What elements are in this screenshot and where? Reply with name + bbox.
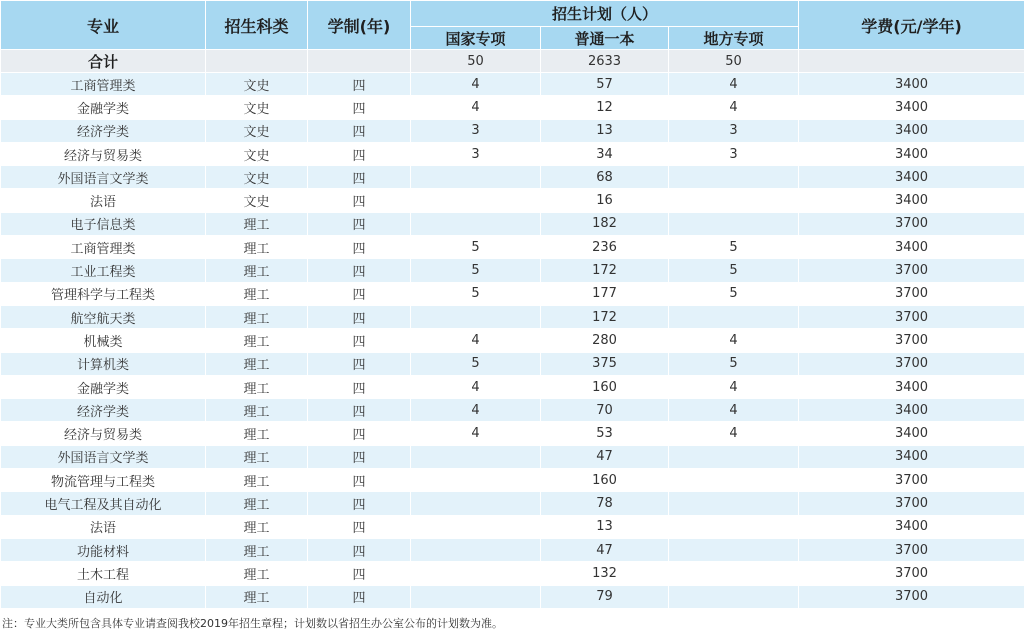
cell-tuition: 3700 — [799, 305, 1024, 328]
cell-general: 182 — [541, 212, 669, 235]
cell-local — [669, 189, 799, 212]
header-national: 国家专项 — [411, 27, 541, 50]
table-row — [1, 305, 1024, 328]
cell-tuition: 3700 — [799, 585, 1024, 608]
cell-national — [411, 445, 541, 468]
cell-major: 土木工程 — [1, 562, 206, 585]
cell-national: 4 — [411, 329, 541, 352]
cell-national — [411, 515, 541, 538]
cell-local — [669, 166, 799, 189]
cell-category: 理工 — [206, 282, 308, 305]
cell-local — [669, 305, 799, 328]
cell-category: 理工 — [206, 585, 308, 608]
cell-category: 文史 — [206, 189, 308, 212]
cell-local: 5 — [669, 259, 799, 282]
cell-tuition: 3700 — [799, 562, 1024, 585]
cell-general: 172 — [541, 259, 669, 282]
cell-local — [669, 212, 799, 235]
cell-national — [411, 538, 541, 561]
cell-local: 4 — [669, 399, 799, 422]
table-row — [1, 515, 1024, 538]
cell-major: 电子信息类 — [1, 212, 206, 235]
cell-tuition: 3700 — [799, 469, 1024, 492]
cell-duration: 四 — [308, 375, 411, 398]
cell-local: 3 — [669, 142, 799, 165]
cell-duration: 四 — [308, 73, 411, 96]
cell-general: 78 — [541, 492, 669, 515]
cell-local: 5 — [669, 352, 799, 375]
cell-general: 160 — [541, 469, 669, 492]
cell-category: 文史 — [206, 166, 308, 189]
cell-category: 理工 — [206, 375, 308, 398]
cell-national: 5 — [411, 236, 541, 259]
cell-tuition: 3400 — [799, 399, 1024, 422]
cell-national — [411, 585, 541, 608]
cell-tuition: 3400 — [799, 166, 1024, 189]
cell-general: 47 — [541, 538, 669, 561]
cell-category: 理工 — [206, 492, 308, 515]
total-row — [1, 50, 1024, 73]
cell-tuition: 3400 — [799, 515, 1024, 538]
cell-duration: 四 — [308, 329, 411, 352]
cell-local: 5 — [669, 236, 799, 259]
cell-category: 理工 — [206, 236, 308, 259]
cell-major: 经济与贸易类 — [1, 142, 206, 165]
cell-category: 理工 — [206, 538, 308, 561]
table-row — [1, 166, 1024, 189]
table-row — [1, 585, 1024, 608]
cell-duration: 四 — [308, 142, 411, 165]
cell-local — [669, 562, 799, 585]
cell-duration: 四 — [308, 469, 411, 492]
cell-local: 4 — [669, 375, 799, 398]
cell-general: 160 — [541, 375, 669, 398]
cell-general: 12 — [541, 96, 669, 119]
cell-duration: 四 — [308, 538, 411, 561]
cell-local: 4 — [669, 329, 799, 352]
cell-category: 文史 — [206, 96, 308, 119]
cell-major: 工业工程类 — [1, 259, 206, 282]
table-row — [1, 399, 1024, 422]
cell-category: 理工 — [206, 515, 308, 538]
cell-national — [411, 189, 541, 212]
cell-duration: 四 — [308, 119, 411, 142]
table-row — [1, 189, 1024, 212]
table-row — [1, 142, 1024, 165]
cell-major: 物流管理与工程类 — [1, 469, 206, 492]
cell-duration: 四 — [308, 212, 411, 235]
cell-major: 金融学类 — [1, 375, 206, 398]
table-row — [1, 352, 1024, 375]
cell-general: 34 — [541, 142, 669, 165]
cell-category: 理工 — [206, 469, 308, 492]
header-duration: 学制(年) — [308, 1, 411, 50]
cell-major: 工商管理类 — [1, 73, 206, 96]
cell-category: 理工 — [206, 329, 308, 352]
cell-general: 13 — [541, 515, 669, 538]
cell-category: 理工 — [206, 422, 308, 445]
table-row — [1, 96, 1024, 119]
cell-general: 70 — [541, 399, 669, 422]
cell-duration: 四 — [308, 352, 411, 375]
cell-national: 4 — [411, 399, 541, 422]
cell-category: 理工 — [206, 305, 308, 328]
cell-general: 177 — [541, 282, 669, 305]
cell-major: 经济与贸易类 — [1, 422, 206, 445]
footnote: 注：专业大类所包含具体专业请查阅我校2019年招生章程；计划数以省招生办公室公布的计划数为准。 — [2, 617, 503, 630]
cell-duration: 四 — [308, 282, 411, 305]
cell-major: 法语 — [1, 189, 206, 212]
cell-general: 57 — [541, 73, 669, 96]
cell-category: 理工 — [206, 399, 308, 422]
cell-general: 172 — [541, 305, 669, 328]
table-row — [1, 562, 1024, 585]
cell-duration: 四 — [308, 445, 411, 468]
table-row — [1, 469, 1024, 492]
header-local: 地方专项 — [669, 27, 799, 50]
cell-local — [669, 469, 799, 492]
cell-major: 金融学类 — [1, 96, 206, 119]
cell-duration: 四 — [308, 515, 411, 538]
cell-tuition: 3400 — [799, 119, 1024, 142]
cell-local: 3 — [669, 119, 799, 142]
total-label: 合计 — [1, 50, 206, 73]
cell-general: 132 — [541, 562, 669, 585]
cell-tuition: 3400 — [799, 445, 1024, 468]
cell-major: 经济学类 — [1, 399, 206, 422]
total-category — [206, 50, 308, 73]
cell-general: 53 — [541, 422, 669, 445]
cell-major: 计算机类 — [1, 352, 206, 375]
cell-major: 电气工程及其自动化 — [1, 492, 206, 515]
cell-general: 280 — [541, 329, 669, 352]
cell-tuition: 3400 — [799, 189, 1024, 212]
cell-major: 功能材料 — [1, 538, 206, 561]
table-row — [1, 119, 1024, 142]
header-category: 招生科类 — [206, 1, 308, 50]
cell-tuition: 3400 — [799, 96, 1024, 119]
header-tuition: 学费(元/学年) — [799, 1, 1024, 50]
cell-local: 4 — [669, 96, 799, 119]
cell-national: 4 — [411, 96, 541, 119]
cell-major: 外国语言文学类 — [1, 166, 206, 189]
cell-duration: 四 — [308, 189, 411, 212]
cell-major: 管理科学与工程类 — [1, 282, 206, 305]
total-tuition — [799, 50, 1024, 73]
table-row — [1, 259, 1024, 282]
cell-tuition: 3400 — [799, 73, 1024, 96]
cell-general: 68 — [541, 166, 669, 189]
total-duration — [308, 50, 411, 73]
cell-national: 5 — [411, 259, 541, 282]
cell-national — [411, 492, 541, 515]
cell-duration: 四 — [308, 562, 411, 585]
cell-category: 文史 — [206, 73, 308, 96]
cell-tuition: 3400 — [799, 422, 1024, 445]
cell-tuition: 3700 — [799, 259, 1024, 282]
cell-local: 5 — [669, 282, 799, 305]
cell-national: 4 — [411, 73, 541, 96]
cell-local — [669, 492, 799, 515]
cell-duration: 四 — [308, 259, 411, 282]
cell-duration: 四 — [308, 305, 411, 328]
cell-major: 航空航天类 — [1, 305, 206, 328]
table-row — [1, 329, 1024, 352]
cell-national — [411, 305, 541, 328]
cell-general: 236 — [541, 236, 669, 259]
cell-major: 工商管理类 — [1, 236, 206, 259]
cell-category: 理工 — [206, 445, 308, 468]
cell-national — [411, 212, 541, 235]
table-row — [1, 492, 1024, 515]
cell-major: 机械类 — [1, 329, 206, 352]
table-row — [1, 422, 1024, 445]
cell-tuition: 3400 — [799, 375, 1024, 398]
cell-local: 4 — [669, 422, 799, 445]
cell-tuition: 3700 — [799, 282, 1024, 305]
cell-tuition: 3700 — [799, 492, 1024, 515]
cell-category: 理工 — [206, 352, 308, 375]
table-row — [1, 282, 1024, 305]
cell-local — [669, 585, 799, 608]
cell-tuition: 3700 — [799, 538, 1024, 561]
cell-national — [411, 562, 541, 585]
header-plan-group: 招生计划（人） — [411, 1, 799, 27]
cell-national: 3 — [411, 119, 541, 142]
cell-duration: 四 — [308, 422, 411, 445]
cell-local — [669, 445, 799, 468]
total-local: 50 — [669, 50, 799, 73]
cell-duration: 四 — [308, 166, 411, 189]
cell-general: 16 — [541, 189, 669, 212]
cell-category: 理工 — [206, 259, 308, 282]
cell-general: 13 — [541, 119, 669, 142]
table-row — [1, 73, 1024, 96]
cell-local — [669, 515, 799, 538]
cell-national: 4 — [411, 422, 541, 445]
table-row — [1, 445, 1024, 468]
cell-national: 3 — [411, 142, 541, 165]
cell-duration: 四 — [308, 585, 411, 608]
cell-national: 5 — [411, 282, 541, 305]
cell-duration: 四 — [308, 399, 411, 422]
table-row — [1, 212, 1024, 235]
table-row — [1, 538, 1024, 561]
cell-general: 47 — [541, 445, 669, 468]
cell-tuition: 3700 — [799, 329, 1024, 352]
cell-tuition: 3400 — [799, 236, 1024, 259]
cell-tuition: 3700 — [799, 352, 1024, 375]
cell-local — [669, 538, 799, 561]
cell-local: 4 — [669, 73, 799, 96]
cell-general: 79 — [541, 585, 669, 608]
cell-tuition: 3400 — [799, 142, 1024, 165]
cell-category: 理工 — [206, 212, 308, 235]
cell-duration: 四 — [308, 96, 411, 119]
cell-category: 文史 — [206, 142, 308, 165]
total-general: 2633 — [541, 50, 669, 73]
cell-tuition: 3700 — [799, 212, 1024, 235]
cell-major: 自动化 — [1, 585, 206, 608]
total-national: 50 — [411, 50, 541, 73]
cell-category: 文史 — [206, 119, 308, 142]
cell-national: 5 — [411, 352, 541, 375]
cell-duration: 四 — [308, 236, 411, 259]
cell-national — [411, 469, 541, 492]
cell-national: 4 — [411, 375, 541, 398]
header-general: 普通一本 — [541, 27, 669, 50]
cell-major: 经济学类 — [1, 119, 206, 142]
table-row — [1, 375, 1024, 398]
cell-major: 法语 — [1, 515, 206, 538]
cell-category: 理工 — [206, 562, 308, 585]
cell-major: 外国语言文学类 — [1, 445, 206, 468]
cell-national — [411, 166, 541, 189]
table-row — [1, 236, 1024, 259]
cell-duration: 四 — [308, 492, 411, 515]
cell-general: 375 — [541, 352, 669, 375]
header-major: 专业 — [1, 1, 206, 50]
